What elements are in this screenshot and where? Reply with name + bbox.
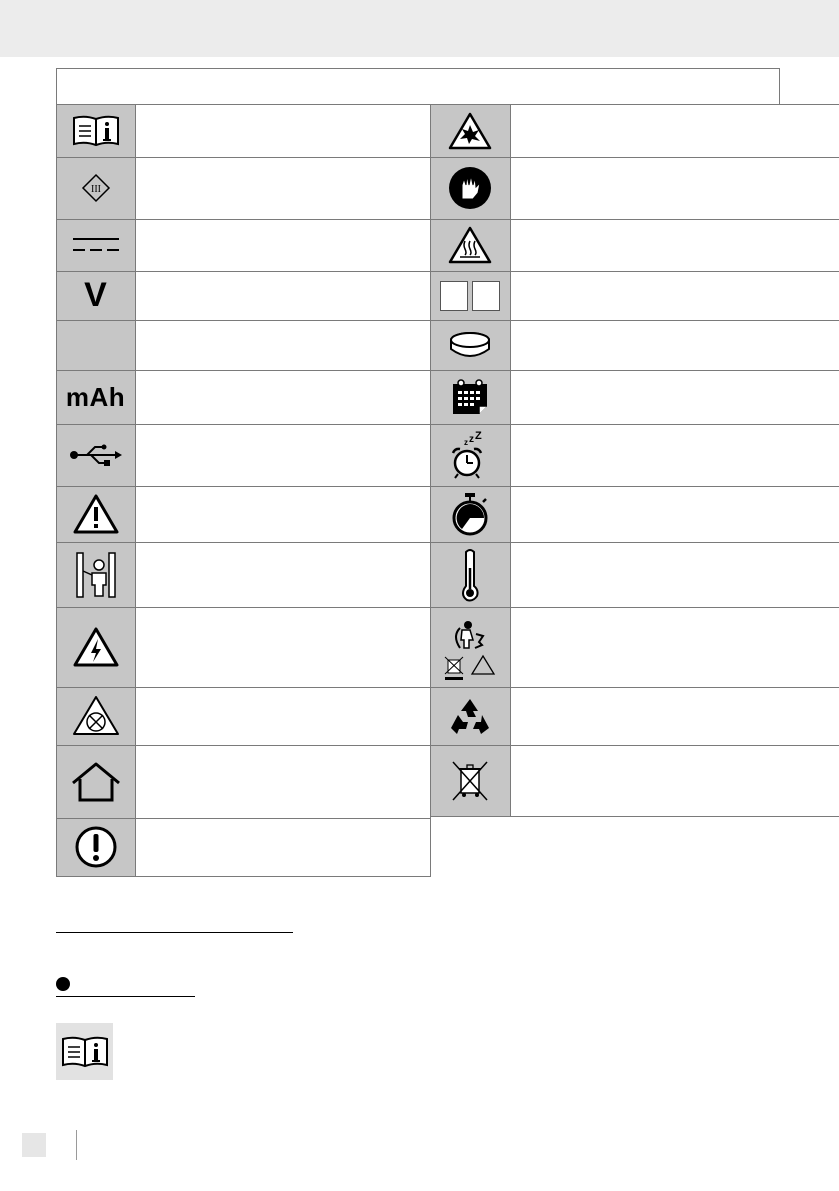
grid-line — [56, 219, 431, 220]
grid-line — [430, 104, 431, 816]
left-description-cell — [135, 104, 430, 157]
right-description-cell — [510, 104, 839, 157]
left-description-cell — [135, 486, 430, 542]
grid-line — [56, 818, 431, 819]
left-description-cell — [135, 745, 430, 818]
calendar-icon — [450, 378, 490, 416]
right-description-cell — [510, 607, 839, 687]
left-description-cell — [135, 424, 430, 486]
mah-icon — [66, 382, 125, 413]
usb-icon — [69, 443, 123, 467]
right-icon-cell — [430, 542, 510, 607]
grid-line — [56, 486, 431, 487]
left-icon-cell — [56, 370, 135, 424]
right-icon-cell — [430, 607, 510, 687]
left-description-cell — [135, 542, 430, 607]
left-icon-cell — [56, 486, 135, 542]
left-description-cell — [135, 219, 430, 271]
snooze-alarm-icon — [447, 430, 493, 480]
thermometer-icon — [459, 548, 481, 602]
volt-icon — [84, 276, 107, 315]
section-heading-underline — [56, 932, 293, 933]
left-description-cell — [135, 607, 430, 687]
svg-text:z: z — [464, 438, 468, 447]
right-icon-cell — [430, 104, 510, 157]
grid-line — [430, 104, 839, 105]
right-icon-cell — [430, 219, 510, 271]
right-description-cell — [510, 745, 839, 816]
left-description-cell — [135, 320, 430, 370]
indoor-use-icon — [70, 761, 122, 803]
grid-line — [56, 104, 57, 876]
svg-text:Z: Z — [475, 430, 482, 442]
explosion-warning-icon — [448, 111, 492, 151]
left-description-cell — [135, 687, 430, 745]
grid-line — [430, 486, 839, 487]
left-description-cell — [135, 370, 430, 424]
grid-line — [430, 424, 839, 425]
manual-info-icon — [60, 1035, 110, 1069]
electric-shock-icon — [73, 626, 119, 668]
protection-class-iii-icon — [81, 173, 111, 203]
right-description-cell — [510, 157, 839, 219]
left-description-cell — [135, 271, 430, 320]
right-description-cell — [510, 320, 839, 370]
bullet-icon — [56, 977, 70, 991]
wear-gloves-icon — [447, 165, 493, 211]
crossed-bin-icon — [450, 759, 490, 803]
grid-line — [135, 104, 136, 876]
direct-current-icon — [71, 235, 121, 255]
right-description-cell — [510, 219, 839, 271]
left-description-cell — [135, 818, 430, 876]
right-description-cell — [510, 687, 839, 745]
grid-line — [56, 370, 431, 371]
child-hazard-icon — [75, 551, 117, 599]
left-icon-cell — [56, 745, 135, 818]
svg-text:III: III — [90, 184, 101, 195]
triman-disposal-icon — [438, 614, 502, 680]
left-icon-cell — [56, 271, 135, 320]
right-description-cell — [510, 542, 839, 607]
attention-icon — [74, 825, 118, 869]
volt-symbol: V — [84, 276, 107, 314]
grid-line — [56, 542, 431, 543]
grid-line — [430, 745, 839, 746]
left-icon-cell — [56, 157, 135, 219]
grid-line — [56, 104, 431, 105]
grid-line — [56, 157, 431, 158]
left-icon-cell — [56, 219, 135, 271]
right-icon-cell — [430, 687, 510, 745]
right-description-cell — [510, 271, 839, 320]
grid-line — [56, 745, 431, 746]
grid-line — [510, 104, 511, 816]
right-icon-cell — [430, 745, 510, 816]
right-icon-cell — [430, 370, 510, 424]
two-boxes-icon — [438, 281, 502, 311]
page-number-box — [22, 1133, 46, 1157]
box-right — [472, 281, 500, 311]
manual-info-icon — [71, 114, 121, 148]
grid-line — [430, 607, 839, 608]
right-icon-cell — [430, 157, 510, 219]
grid-line — [56, 876, 431, 877]
left-icon-cell — [56, 818, 135, 876]
left-icon-cell — [56, 320, 135, 370]
no-pacemaker-icon — [72, 694, 120, 738]
right-description-cell — [510, 486, 839, 542]
right-description-cell — [510, 370, 839, 424]
right-description-cell — [510, 424, 839, 486]
right-icon-cell — [430, 271, 510, 320]
grid-line — [430, 687, 839, 688]
grid-line — [430, 157, 839, 158]
grid-line — [430, 542, 839, 543]
button-cell-icon — [448, 330, 492, 360]
recycle-icon — [449, 696, 491, 736]
warning-icon — [73, 493, 119, 535]
table-header — [56, 68, 780, 104]
grid-line — [56, 320, 431, 321]
grid-line — [430, 320, 839, 321]
stopwatch-icon — [449, 491, 491, 537]
right-icon-cell — [430, 486, 510, 542]
right-icon-cell — [430, 320, 510, 370]
grid-line — [56, 271, 431, 272]
grid-line — [430, 271, 839, 272]
mah-symbol: mAh — [65, 381, 126, 412]
subsection-heading-underline — [56, 996, 195, 997]
grid-line — [56, 424, 431, 425]
box-left — [440, 281, 468, 311]
svg-text:z: z — [469, 434, 474, 445]
grid-line — [56, 607, 431, 608]
left-icon-cell — [56, 104, 135, 157]
grid-line — [56, 687, 431, 688]
left-icon-cell — [56, 687, 135, 745]
left-icon-cell — [56, 542, 135, 607]
hot-surface-icon — [448, 225, 492, 265]
left-icon-cell — [56, 424, 135, 486]
right-icon-cell — [430, 424, 510, 486]
top-bar — [0, 0, 839, 57]
left-description-cell — [135, 157, 430, 219]
page-separator — [76, 1130, 77, 1160]
left-icon-cell — [56, 607, 135, 687]
grid-line — [430, 219, 839, 220]
read-manual-icon — [56, 1023, 113, 1080]
grid-line — [430, 816, 839, 817]
grid-line — [430, 370, 839, 371]
